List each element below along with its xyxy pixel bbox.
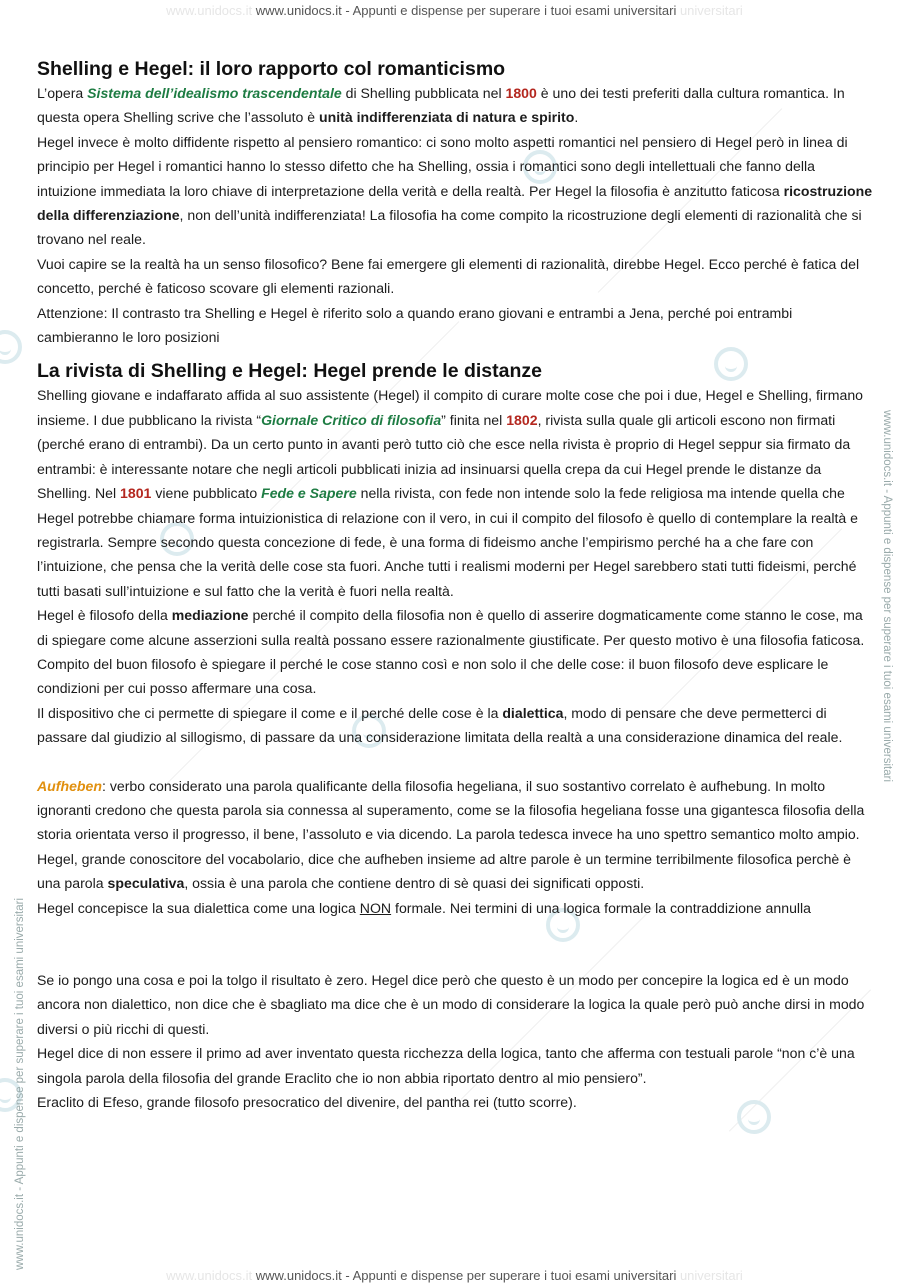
paragraph: Aufheben: verbo considerato una parola qualificante della filosofia hegeliana, il suo sostantivo correlato è aufhebung. In molto ignoranti credono che questa parola sia connessa al superamento, come se la filosofia hegeliana fosse una gigantesca filosofia della storia orientata verso il progresso, il bene, l’assoluto e via dicendo. La parola tedesca invece ha uno spettro semantico molto ampio. Hegel, grande conoscitore del vocabolario, dice che aufheben insieme ad altre parole è un termine terribilmente filosofica perchè è una parola speculativa, ossia è una parola che contiene dentro di sè quasi dei significati opposti. [37, 777, 865, 892]
key-term: dialettica [502, 704, 564, 721]
watermark-logo-icon [0, 330, 22, 364]
work-title: Fede e Sapere [261, 485, 357, 502]
year: 1800 [505, 85, 537, 101]
paragraph: L’opera Sistema dell’idealismo trascendentale di Shelling pubblicata nel 1800 è uno dei testi preferiti dalla cultura romantica. In questa opera Shelling scrive che l’assoluto è unità indifferenziata di natura e spirito. [37, 85, 845, 126]
section-title-romanticismo: Shelling e Hegel: il loro rapporto col romanticismo [37, 58, 506, 80]
paragraph: Attenzione: Il contrasto tra Shelling e Hegel è riferito solo a quando erano giovani e entrambi a Jena, perché poi entrambi cambieranno le loro posizioni [37, 304, 793, 346]
paragraph: Eraclito di Efeso, grande filosofo presocratico del divenire, del pantha rei (tutto scorre). [37, 1094, 577, 1111]
paragraph: Shelling giovane e indaffarato affida al suo assistente (Hegel) il compito di curare molte cose che poi i due, Hegel e Shelling, firmano insieme. I due pubblicano la rivista “Giornale Critico di filosofia” finita nel 1802, rivista sulla quale gli articoli escono non firmati (perché erano di entrambi). Da un certo punto in avanti però tutto ciò che esce nella rivista è proprio di Hegel seppur sia firmato da entrambi: è interessante notare che negli articoli pubblicati inizia ad insinuarsi quella crepa da cui Hegel prende le distanze da Shelling. Nel 1801 viene pubblicato Fede e Sapere nella rivista, con fede non intende solo la fede religiosa ma intende quella che Hegel potrebbe chiamare forma intuizionistica di relazione con il vero, in cui il compito del filosofo è quello di contemplare la realtà e registrarla. Sempre secondo questa concezione di fede, è una forma di fideismo anche l’empirismo perché ha a che fare con l’intuizione, che pensa che la verità delle cose sta fuori. Anche tutti i realismi moderni per Hegel sarebbero stati tutti fideismi, perché tutti basati sull’intuizione e sul fatto che la verità è fuori nella realtà. [37, 387, 864, 599]
watermark-header: www.unidocs.it www.unidocs.it - Appunti e dispense per superare i tuoi esami universitari universitari [166, 3, 743, 18]
watermark-footer: www.unidocs.it www.unidocs.it - Appunti e dispense per superare i tuoi esami universitari universitari [166, 1268, 743, 1283]
key-term: mediazione [171, 607, 249, 624]
section-title-rivista: La rivista di Shelling e Hegel: Hegel prende le distanze [37, 360, 542, 383]
key-term-aufheben: Aufheben [37, 777, 102, 794]
paragraph: Hegel invece è molto diffidente rispetto al pensiero romantico: ci sono molto aspetti romantici nel pensiero di Hegel però in linea di principio per Hegel i romantici hanno lo stesso difetto che ha Shelling, ossia i romantici sono degli intellettuali che fanno della intuizione immediata la loro chiave di interpretazione della verità e della realtà. Per Hegel la filosofia è anzitutto faticosa ricostruzione della differenziazione, non dell’unità indifferenziata! La filosofia ha come compito la ricostruzione degli elementi di razionalità che si trovano nel reale. [37, 133, 873, 248]
key-term: unità indifferenziata di natura e spirito [319, 109, 575, 126]
year: 1801 [120, 485, 152, 502]
watermark-footer-text: www.unidocs.it - Appunti e dispense per superare i tuoi esami universitari [255, 1268, 677, 1283]
paragraph: Hegel concepisce la sua dialettica come una logica NON formale. Nei termini di una logica formale la contraddizione annulla [37, 899, 812, 916]
year: 1802 [506, 411, 538, 428]
paragraph: Il dispositivo che ci permette di spiegare il come e il perché delle cose è la dialettica, modo di pensare che deve permetterci di passare dal giudizio al sillogismo, di passare da una considerazione limitata della realtà a una considerazione dinamica del reale. [37, 704, 843, 746]
watermark-side-left: www.unidocs.it - Appunti e dispense per superare i tuoi esami universitari [14, 897, 26, 1270]
key-term: ricostruzione della differenziazione [37, 182, 873, 224]
key-term: speculativa [107, 875, 185, 892]
emphasis-non: NON [359, 899, 392, 916]
paragraph: Se io pongo una cosa e poi la tolgo il risultato è zero. Hegel dice però che questo è un modo per concepire la logica ed è un modo ancora non dialettico, non dice che è sbagliato ma dice che è un modo di considerare la logica la quale però può anche dirsi in modo diversi o più ricchi di questi. [37, 972, 865, 1037]
work-title: Sistema dell’idealismo trascendentale [87, 85, 342, 101]
paragraph: Vuoi capire se la realtà ha un senso filosofico? Bene fai emergere gli elementi di razionalità, direbbe Hegel. Ecco perché è fatica del concetto, perché è faticoso scovare gli elementi razionali. [37, 255, 860, 297]
document-body [37, 57, 873, 1114]
watermark-header-text: www.unidocs.it - Appunti e dispense per superare i tuoi esami universitari [255, 3, 677, 18]
work-title: Giornale Critico di filosofia [261, 411, 442, 428]
paragraph: Hegel è filosofo della mediazione perché il compito della filosofia non è quello di asserire dogmaticamente come stanno le cose, ma di spiegare come alcune asserzioni sulla realtà possano essere razionalmente giustificate. Per questo motivo è una filosofia faticosa. Compito del buon filosofo è spiegare il perché le cose stanno così e non solo il che delle cose: il buon filosofo deve esplicare le condizioni per cui posso affermare una cosa. [37, 607, 865, 697]
paragraph: Hegel dice di non essere il primo ad aver inventato questa ricchezza della logica, tanto che afferma con testuali parole “non c’è una singola parola della filosofia del grande Eraclito che io non abbia riportato dentro al mio pensiero”. [37, 1045, 855, 1086]
watermark-side-right: www.unidocs.it - Appunti e dispense per superare i tuoi esami universitari [881, 410, 893, 783]
